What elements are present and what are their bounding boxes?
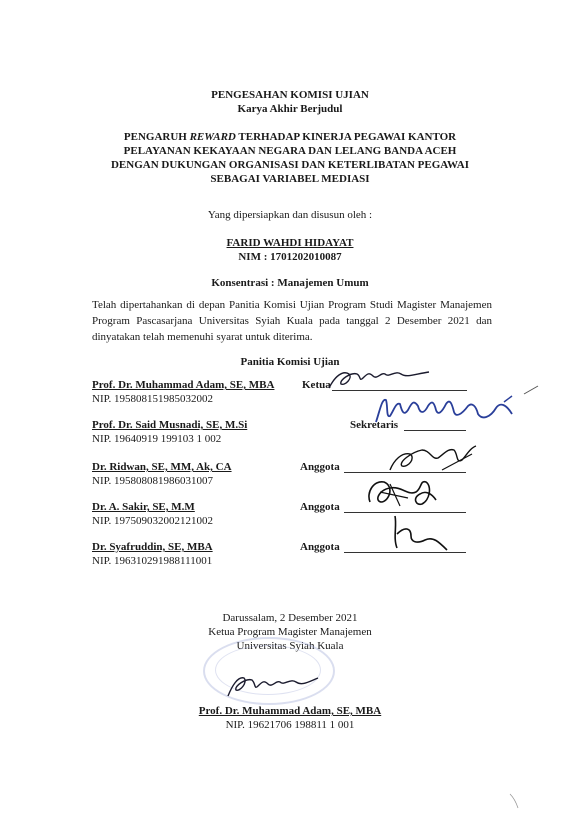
member-name: Dr. Syafruddin, SE, MBA <box>92 541 213 553</box>
member-nip: NIP. 195808151985032002 <box>92 393 214 405</box>
signature-anggota-3-icon <box>385 512 455 552</box>
member-name: Prof. Dr. Muhammad Adam, SE, MBA <box>92 379 275 391</box>
statement-paragraph: Telah dipertahankan di depan Panitia Komisi Ujian Program Studi Magister Manajemen Program Pascasarjana Universitas Syiah Kuala pada tanggal 2 Desember 2021 dan dinyatakan telah memenuhi syarat untuk diterima. <box>92 299 492 343</box>
stray-mark-icon <box>522 384 542 396</box>
signature-sekretaris-icon <box>372 392 522 428</box>
signature-head-icon <box>222 668 322 700</box>
prepared-by: Yang dipersiapkan dan disusun oleh : <box>207 209 373 221</box>
stray-mark-icon <box>508 792 522 810</box>
author-name: FARID WAHDI HIDAYAT <box>226 237 354 249</box>
member-role: Anggota <box>300 461 340 473</box>
signature-line <box>344 552 466 553</box>
thesis-title <box>60 130 520 186</box>
member-name: Dr. A. Sakir, SE, M.M <box>92 501 195 513</box>
thesis-title-line1-rest: TERHADAP KINERJA PEGAWAI KANTOR <box>235 131 457 143</box>
place-date: Darussalam, 2 Desember 2021 <box>222 612 358 624</box>
signature-anggota-2-icon <box>360 472 440 512</box>
signature-line <box>404 430 466 431</box>
member-nip: NIP. 197509032002121002 <box>92 515 214 527</box>
committee-heading: Panitia Komisi Ujian <box>240 356 340 368</box>
signature-ketua-icon <box>325 362 435 392</box>
thesis-title-italic: REWARD <box>189 131 236 143</box>
head-position: Ketua Program Magister Manajemen <box>208 626 372 638</box>
member-nip: NIP. 195808081986031007 <box>92 475 214 487</box>
head-name: Prof. Dr. Muhammad Adam, SE, MBA <box>198 705 382 717</box>
head-nip: NIP. 19621706 198811 1 001 <box>225 719 355 731</box>
head-signer <box>0 704 580 732</box>
member-role: Anggota <box>300 501 340 513</box>
member-name: Dr. Ridwan, SE, MM, Ak, CA <box>92 461 232 473</box>
page-title: PENGESAHAN KOMISI UJIAN <box>211 89 369 101</box>
member-nip: NIP. 196310291988111001 <box>92 555 213 567</box>
head-institution: Universitas Syiah Kuala <box>236 640 344 652</box>
thesis-title-line-1 <box>60 130 520 144</box>
member-role: Anggota <box>300 541 340 553</box>
thesis-title-line-4: SEBAGAI VARIABEL MEDIASI <box>210 173 370 185</box>
thesis-title-line-2: PELAYANAN KEKAYAAN NEGARA DAN LELANG BANDA ACEH <box>123 145 457 157</box>
thesis-title-prefix: PENGARUH <box>123 131 190 143</box>
page-subtitle: Karya Akhir Berjudul <box>237 103 343 115</box>
author-block <box>0 236 580 264</box>
member-role: Sekretaris <box>350 419 399 431</box>
author-nim: NIM : 1701202010087 <box>238 251 342 263</box>
member-role: Ketua <box>302 379 331 391</box>
approval-header <box>0 88 580 116</box>
konsentrasi: Konsentrasi : Manajemen Umum <box>211 277 369 289</box>
member-nip: NIP. 19640919 199103 1 002 <box>92 433 222 445</box>
member-name: Prof. Dr. Said Musnadi, SE, M.Si <box>92 419 248 431</box>
thesis-title-line-3: DENGAN DUKUNGAN ORGANISASI DAN KETERLIBATAN PEGAWAI <box>110 159 470 171</box>
